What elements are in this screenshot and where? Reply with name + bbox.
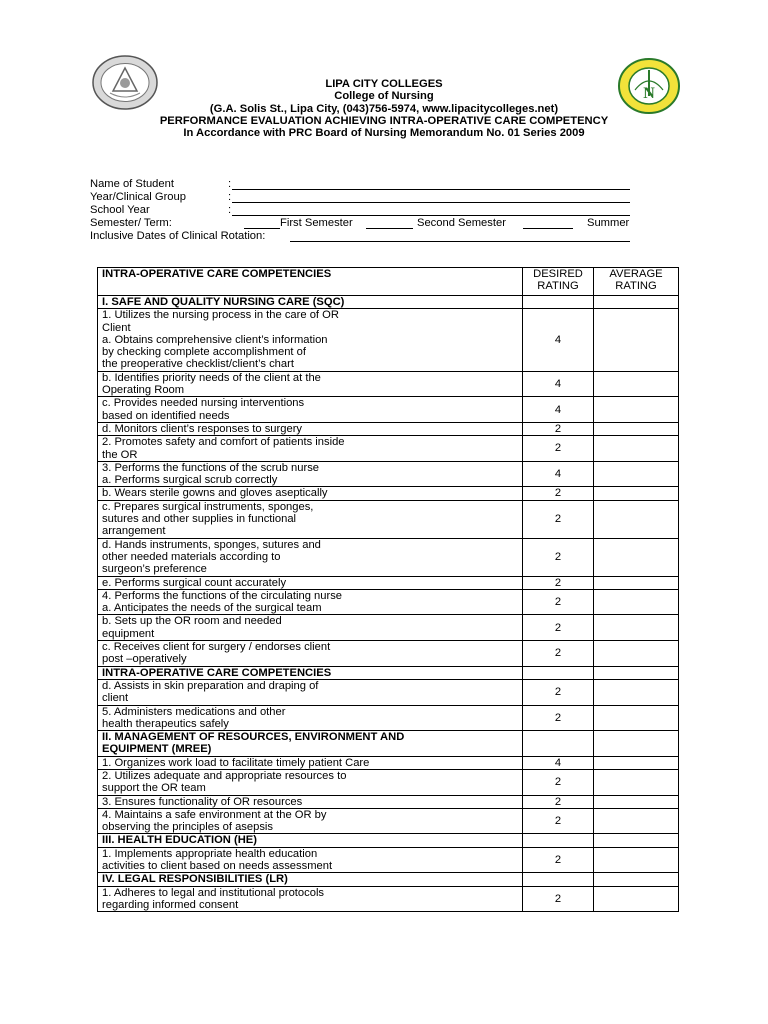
document-subtitle: In Accordance with PRC Board of Nursing Memorandum No. 01 Series 2009 xyxy=(183,127,585,140)
colon: : xyxy=(228,191,232,203)
summer-label: Summer xyxy=(587,217,630,229)
school-year-row xyxy=(90,204,650,217)
year-clinical-group-field[interactable] xyxy=(232,202,630,203)
average-rating-cell[interactable] xyxy=(594,461,679,487)
competency-row xyxy=(98,808,679,834)
average-rating-cell[interactable] xyxy=(594,808,679,834)
competency-text: INTRA-OPERATIVE CARE COMPETENCIES xyxy=(98,666,523,679)
desired-rating-cell: 2 xyxy=(523,422,594,435)
average-rating-cell[interactable] xyxy=(594,641,679,667)
competency-row xyxy=(98,487,679,500)
competency-text: 4. Maintains a safe environment at the OR by observing the principles of asepsis xyxy=(98,808,523,834)
document-header xyxy=(0,78,768,139)
competency-row xyxy=(98,500,679,538)
student-info-form xyxy=(90,178,650,243)
section-header-row xyxy=(98,296,679,309)
competency-text: b. Identifies priority needs of the client at the Operating Room xyxy=(98,371,523,397)
average-rating-cell[interactable] xyxy=(594,436,679,462)
competency-text: c. Prepares surgical instruments, sponges, sutures and other supplies in functional arrangement xyxy=(98,500,523,538)
average-rating-cell[interactable] xyxy=(594,705,679,731)
desired-rating-cell: 4 xyxy=(523,397,594,423)
school-address: (G.A. Solis St., Lipa City, (043)756-5974, www.lipacitycolleges.net) xyxy=(209,102,559,115)
average-rating-cell[interactable] xyxy=(594,309,679,371)
average-rating-cell[interactable] xyxy=(594,615,679,641)
name-of-student-label: Name of Student xyxy=(90,178,174,190)
competency-text: 5. Administers medications and other health therapeutics safely xyxy=(98,705,523,731)
desired-rating-cell xyxy=(523,834,594,847)
competency-text: 1. Adheres to legal and institutional protocols regarding informed consent xyxy=(98,886,523,912)
desired-rating-cell: 4 xyxy=(523,461,594,487)
competency-text: d. Hands instruments, sponges, sutures and other needed materials according to surgeon’s preference xyxy=(98,538,523,576)
year-clinical-group-row xyxy=(90,191,650,204)
summer-blank[interactable] xyxy=(523,228,573,229)
competency-text: b. Sets up the OR room and needed equipment xyxy=(98,615,523,641)
average-rating-cell[interactable] xyxy=(594,795,679,808)
average-rating-cell[interactable] xyxy=(594,589,679,615)
desired-rating-cell: 2 xyxy=(523,538,594,576)
competency-text: II. MANAGEMENT OF RESOURCES, ENVIRONMENT AND EQUIPMENT (MREE) xyxy=(98,731,523,757)
competency-text: 2. Promotes safety and comfort of patients inside the OR xyxy=(98,436,523,462)
competency-row xyxy=(98,371,679,397)
desired-rating-cell xyxy=(523,731,594,757)
desired-rating-cell: 2 xyxy=(523,589,594,615)
name-of-student-row xyxy=(90,178,650,191)
average-rating-cell[interactable] xyxy=(594,371,679,397)
desired-rating-cell: 2 xyxy=(523,641,594,667)
competency-text: I. SAFE AND QUALITY NURSING CARE (SQC) xyxy=(98,296,523,309)
colon: : xyxy=(228,178,232,190)
competency-row xyxy=(98,847,679,873)
competency-text: III. HEALTH EDUCATION (HE) xyxy=(98,834,523,847)
competency-row xyxy=(98,615,679,641)
average-rating-cell[interactable] xyxy=(594,886,679,912)
section-header-row xyxy=(98,834,679,847)
average-rating-cell[interactable] xyxy=(594,756,679,769)
semester-term-label: Semester/ Term: xyxy=(90,217,172,229)
section-header-row xyxy=(98,731,679,757)
clinical-rotation-dates-row xyxy=(90,230,650,243)
desired-rating-cell: 2 xyxy=(523,769,594,795)
competency-row xyxy=(98,538,679,576)
desired-rating-cell xyxy=(523,666,594,679)
desired-rating-cell: 2 xyxy=(523,808,594,834)
first-semester-label: First Semester xyxy=(280,217,353,229)
desired-rating-cell: 2 xyxy=(523,436,594,462)
desired-rating-cell: 2 xyxy=(523,886,594,912)
average-rating-cell[interactable] xyxy=(594,422,679,435)
average-rating-column-header: AVERAGE RATING xyxy=(594,268,679,296)
desired-rating-cell: 2 xyxy=(523,795,594,808)
competency-row xyxy=(98,641,679,667)
desired-rating-cell: 2 xyxy=(523,500,594,538)
desired-rating-cell: 2 xyxy=(523,487,594,500)
competencies-column-header: INTRA-OPERATIVE CARE COMPETENCIES xyxy=(98,268,523,296)
competency-row xyxy=(98,309,679,371)
table-header-row xyxy=(98,268,679,296)
semester-term-row xyxy=(90,217,650,230)
average-rating-cell[interactable] xyxy=(594,873,679,886)
competency-text: 2. Utilizes adequate and appropriate resources to support the OR team xyxy=(98,769,523,795)
second-semester-label: Second Semester xyxy=(417,217,506,229)
average-rating-cell[interactable] xyxy=(594,397,679,423)
competency-text: c. Provides needed nursing interventions based on identified needs xyxy=(98,397,523,423)
year-clinical-group-label: Year/Clinical Group xyxy=(90,191,186,203)
competency-row xyxy=(98,769,679,795)
logo-letter: N xyxy=(643,85,655,102)
desired-rating-cell: 4 xyxy=(523,309,594,371)
average-rating-cell[interactable] xyxy=(594,538,679,576)
average-rating-cell[interactable] xyxy=(594,834,679,847)
competency-text: 1. Implements appropriate health education activities to client based on needs assessment xyxy=(98,847,523,873)
section-header-row xyxy=(98,873,679,886)
desired-rating-cell: 2 xyxy=(523,679,594,705)
competency-row xyxy=(98,422,679,435)
competency-text: d. Assists in skin preparation and draping of client xyxy=(98,679,523,705)
desired-rating-cell xyxy=(523,873,594,886)
desired-rating-cell: 4 xyxy=(523,371,594,397)
clinical-rotation-dates-field[interactable] xyxy=(290,241,630,242)
competency-row xyxy=(98,589,679,615)
college-name: College of Nursing xyxy=(334,90,434,103)
competency-row xyxy=(98,576,679,589)
average-rating-cell[interactable] xyxy=(594,576,679,589)
first-semester-blank[interactable] xyxy=(244,228,280,229)
competency-text: IV. LEGAL RESPONSIBILITIES (LR) xyxy=(98,873,523,886)
document-title: PERFORMANCE EVALUATION ACHIEVING INTRA-OPERATIVE CARE COMPETENCY xyxy=(159,114,609,127)
school-name: LIPA CITY COLLEGES xyxy=(325,78,443,90)
desired-rating-cell: 2 xyxy=(523,615,594,641)
average-rating-cell[interactable] xyxy=(594,769,679,795)
average-rating-cell[interactable] xyxy=(594,847,679,873)
name-of-student-field[interactable] xyxy=(232,189,630,190)
desired-rating-cell: 2 xyxy=(523,705,594,731)
competency-row xyxy=(98,705,679,731)
competency-row xyxy=(98,886,679,912)
competency-table xyxy=(97,267,679,912)
competency-text: 3. Ensures functionality of OR resources xyxy=(98,795,523,808)
average-rating-cell[interactable] xyxy=(594,666,679,679)
school-year-field[interactable] xyxy=(232,215,630,216)
competency-row xyxy=(98,436,679,462)
competency-text: 4. Performs the functions of the circulating nurse a. Anticipates the needs of the surgical team xyxy=(98,589,523,615)
desired-rating-cell xyxy=(523,296,594,309)
clinical-rotation-dates-label: Inclusive Dates of Clinical Rotation: xyxy=(90,230,266,242)
competency-row xyxy=(98,756,679,769)
competency-text: d. Monitors client’s responses to surgery xyxy=(98,422,523,435)
competency-row xyxy=(98,461,679,487)
desired-rating-column-header: DESIRED RATING xyxy=(523,268,594,296)
competency-row xyxy=(98,679,679,705)
competency-text: 1. Utilizes the nursing process in the care of OR Client a. Obtains comprehensive client’s information by checking complete accomplishment of the preoperative checklist/client’s chart xyxy=(98,309,523,371)
average-rating-cell[interactable] xyxy=(594,500,679,538)
competency-text: 3. Performs the functions of the scrub nurse a. Performs surgical scrub correctly xyxy=(98,461,523,487)
competency-text: 1. Organizes work load to facilitate timely patient Care xyxy=(98,756,523,769)
second-semester-blank[interactable] xyxy=(366,228,413,229)
average-rating-cell[interactable] xyxy=(594,487,679,500)
competency-text: c. Receives client for surgery / endorses client post –operatively xyxy=(98,641,523,667)
competency-row xyxy=(98,397,679,423)
desired-rating-cell: 2 xyxy=(523,847,594,873)
competency-text: b. Wears sterile gowns and gloves aseptically xyxy=(98,487,523,500)
desired-rating-cell: 2 xyxy=(523,576,594,589)
competency-text: e. Performs surgical count accurately xyxy=(98,576,523,589)
school-year-label: School Year xyxy=(90,204,150,216)
colon: : xyxy=(228,204,232,216)
average-rating-cell[interactable] xyxy=(594,296,679,309)
competency-row xyxy=(98,795,679,808)
average-rating-cell[interactable] xyxy=(594,731,679,757)
section-header-row xyxy=(98,666,679,679)
average-rating-cell[interactable] xyxy=(594,679,679,705)
desired-rating-cell: 4 xyxy=(523,756,594,769)
